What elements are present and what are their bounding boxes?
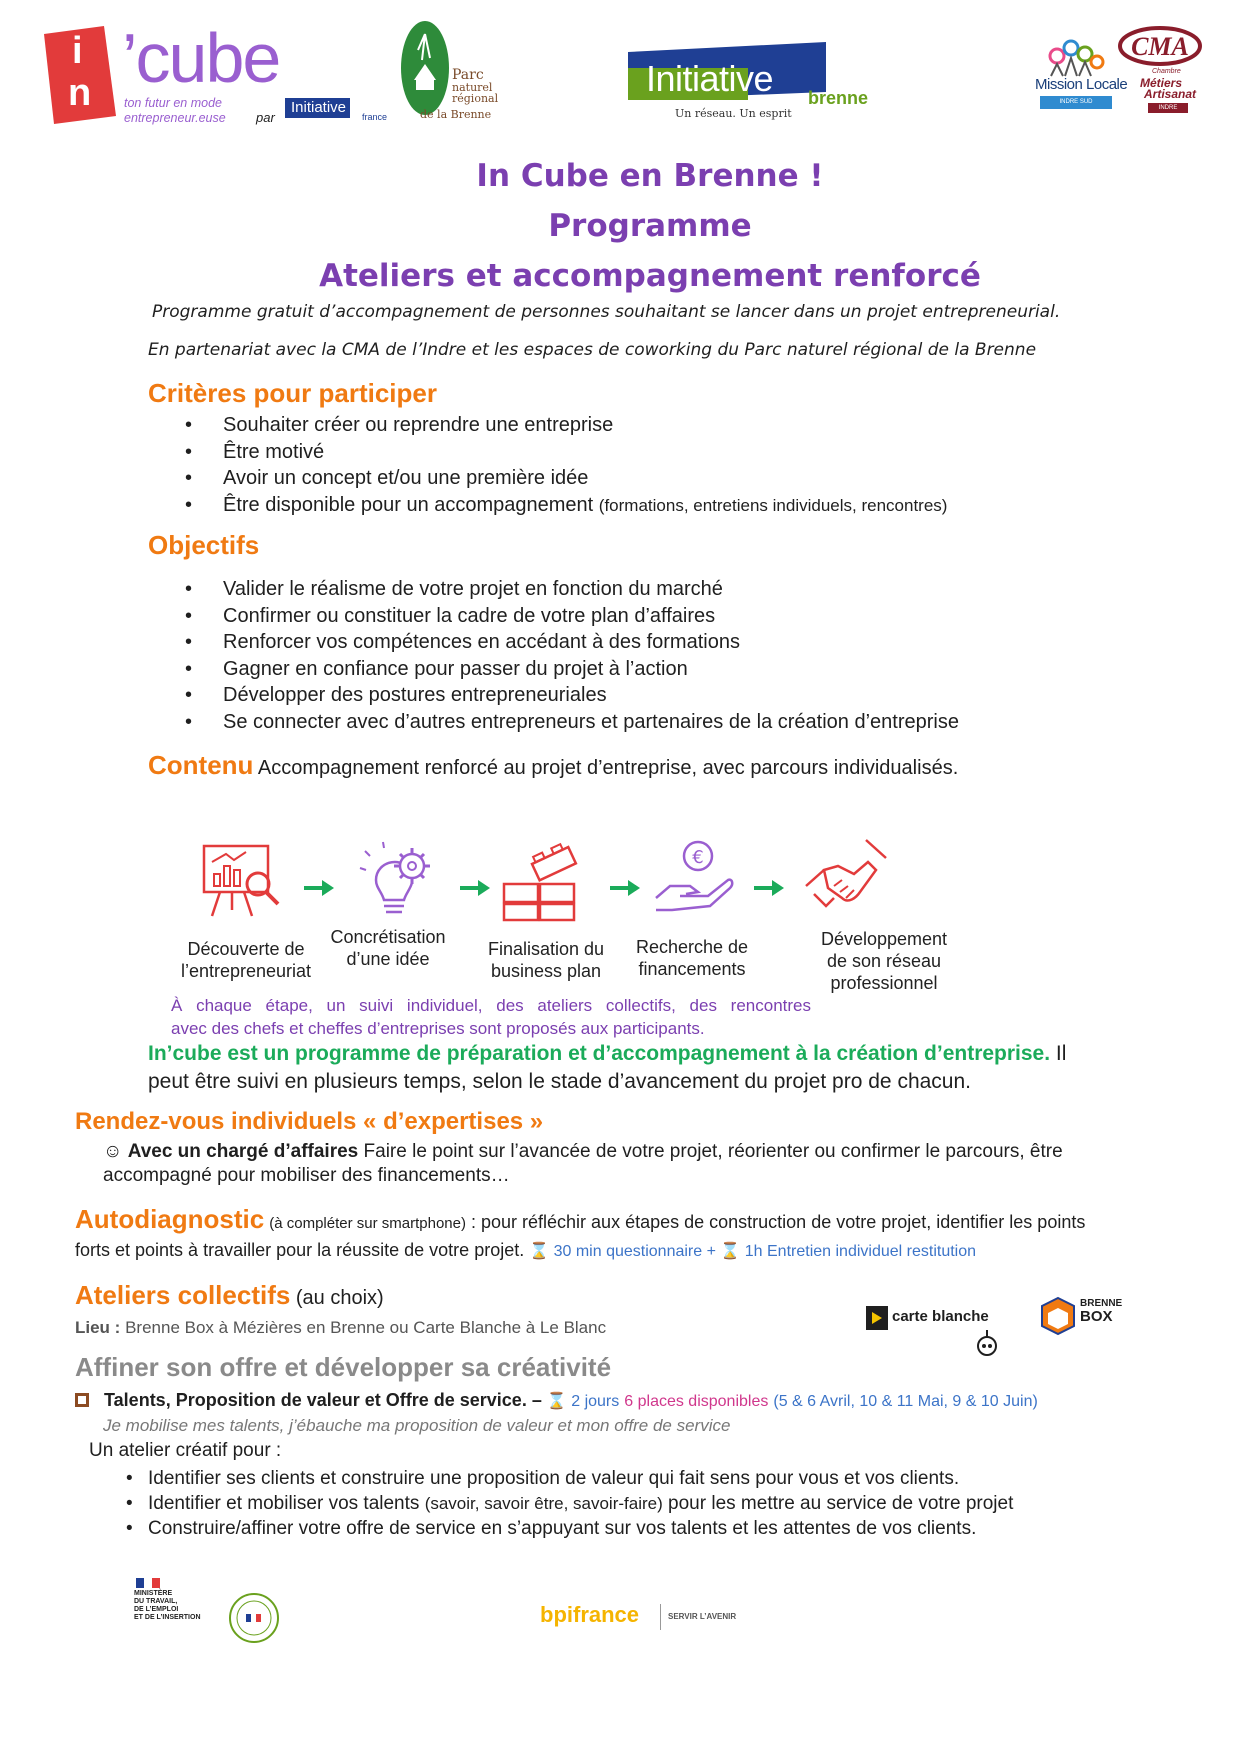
list-item: • Confirmer ou constituer la cadre de votre plan d’affaires bbox=[185, 603, 1185, 630]
robot-icon bbox=[976, 1328, 998, 1358]
list-item: • Souhaiter créer ou reprendre une entreprise bbox=[185, 412, 1085, 439]
contenu-heading: Contenu bbox=[148, 750, 254, 780]
step-label-5: Développement de son réseau professionnel bbox=[820, 929, 948, 993]
par-label: par bbox=[256, 110, 275, 125]
affiner-heading: Affiner son offre et développer sa créativité bbox=[75, 1352, 612, 1382]
affiner-list bbox=[126, 1466, 1186, 1541]
bricks-icon bbox=[500, 840, 584, 924]
list-item: • Identifier et mobiliser vos talents (savoir, savoir être, savoir-faire) pour les mettre au service de votre projet bbox=[126, 1491, 1186, 1516]
arrow-right-icon bbox=[302, 878, 336, 898]
checkbox-icon bbox=[75, 1393, 89, 1407]
autodiag-block: Autodiagnostic (à compléter sur smartphone) : pour réfléchir aux étapes de construction de votre projet, identifier les points forts et points à travailler pour la réussite de votre projet. ⌛ 30 min questionnaire + ⌛ 1h Entretien individuel restitution bbox=[75, 1204, 1086, 1260]
list-item: • Être motivé bbox=[185, 439, 1085, 466]
svg-text:€: € bbox=[692, 847, 704, 868]
box-icon bbox=[1040, 1296, 1076, 1336]
workshop-intro: Un atelier créatif pour : bbox=[89, 1440, 282, 1461]
list-item: • Identifier ses clients et construire une proposition de valeur qui fait sens pour vous et vos clients. bbox=[126, 1466, 1186, 1491]
hourglass-icon: ⌛ bbox=[529, 1243, 550, 1260]
workshop-dates: (5 & 6 Avril, 10 & 11 Mai, 9 & 10 Juin) bbox=[773, 1393, 1038, 1410]
workshop-subtitle: Je mobilise mes talents, j’ébauche ma proposition de valeur et mon offre de service bbox=[103, 1416, 731, 1435]
title-2: Programme bbox=[548, 208, 752, 244]
brenne-box-logo: BRENNE BOX bbox=[1040, 1294, 1150, 1344]
summary-bold: In’cube est un programme de préparation et d’accompagnement à la création d’entreprise. bbox=[148, 1042, 1051, 1065]
workshop-title: Talents, Proposition de valeur et Offre de service. – bbox=[104, 1390, 542, 1410]
film-icon bbox=[866, 1306, 888, 1330]
mission-locale-label: Mission Locale bbox=[1035, 76, 1128, 93]
parc-brenne-logo-icon bbox=[400, 20, 450, 116]
initiative-france-suffix: france bbox=[362, 112, 388, 122]
step-label-2: Concrétisation d’une idée bbox=[330, 927, 446, 969]
ateliers-heading: Ateliers collectifs bbox=[75, 1280, 291, 1310]
cma-artisanat: Artisanat bbox=[1144, 87, 1197, 101]
step-label-3: Finalisation du business plan bbox=[487, 939, 605, 981]
carte-blanche-logo: carte blanche bbox=[866, 1306, 996, 1356]
ministere-logo: MINISTÈRE DU TRAVAIL, DE L’EMPLOI ET DE L’INSERTION bbox=[134, 1578, 234, 1648]
list-item: • Valider le réalisme de votre projet en fonction du marché bbox=[185, 576, 1185, 603]
objectifs-list bbox=[185, 576, 1185, 735]
arrow-right-icon bbox=[608, 878, 642, 898]
hourglass-icon: ⌛ bbox=[720, 1243, 741, 1260]
list-item: • Être disponible pour un accompagnement (formations, entretiens individuels, rencontres) bbox=[185, 492, 1085, 520]
ateliers-choice: (au choix) bbox=[295, 1287, 384, 1309]
hand-coin-icon bbox=[652, 836, 736, 920]
list-item: • Se connecter avec d’autres entrepreneurs et partenaires de la création d’entreprise bbox=[185, 709, 1185, 736]
france-relance-seal-icon bbox=[228, 1592, 280, 1644]
incube-letter-n: n bbox=[68, 72, 92, 114]
list-item: • Renforcer vos compétences en accédant à des formations bbox=[185, 629, 1185, 656]
autodiag-heading: Autodiagnostic bbox=[75, 1204, 265, 1234]
incube-word: ’cube bbox=[122, 19, 280, 97]
list-item: • Développer des postures entrepreneuriales bbox=[185, 682, 1185, 709]
criteres-heading: Critères pour participer bbox=[148, 378, 437, 408]
presentation-chart-icon bbox=[200, 840, 284, 924]
incube-tagline: ton futur en mode entrepreneur.euse bbox=[124, 96, 226, 125]
mission-locale-bar: INDRE SUD bbox=[1040, 96, 1112, 109]
cma-metiers: Métiers bbox=[1140, 76, 1183, 90]
summary-paragraph bbox=[148, 1040, 1148, 1096]
lightbulb-gear-icon bbox=[356, 840, 440, 924]
criteres-item4-small: (formations, entretiens individuels, rencontres) bbox=[598, 495, 948, 515]
smiley-icon: ☺ bbox=[103, 1141, 123, 1162]
hourglass-icon: ⌛ bbox=[546, 1393, 567, 1410]
rdv-bold: Avec un chargé d’affaires bbox=[127, 1141, 359, 1162]
initiative-france-logo: Initiative bbox=[285, 98, 350, 118]
incube-letter-i: i bbox=[72, 30, 83, 72]
rdv-heading: Rendez-vous individuels « d’expertises » bbox=[75, 1108, 544, 1135]
handshake-icon bbox=[804, 836, 888, 920]
ateliers-heading-line bbox=[75, 1280, 384, 1311]
cma-bar: INDRE bbox=[1148, 103, 1188, 113]
mission-locale-people-icon bbox=[1045, 38, 1105, 78]
cma-letters: CMA bbox=[1131, 32, 1189, 61]
title-1: In Cube en Brenne ! bbox=[476, 158, 824, 194]
autodiag-duration: ⌛ 30 min questionnaire + ⌛ 1h Entretien individuel restitution bbox=[529, 1243, 977, 1260]
autodiag-small: (à compléter sur smartphone) bbox=[269, 1215, 466, 1232]
step-label-1: Découverte de l’entrepreneuriat bbox=[180, 939, 312, 981]
process-note: À chaque étape, un suivi individuel, des ateliers collectifs, des rencontres avec des chefs et cheffes d’entreprises sont proposés aux participants. bbox=[171, 996, 811, 1038]
parc-name: de la Brenne bbox=[420, 108, 492, 121]
rdv-text: ☺ Avec un chargé d’affaires Faire le point sur l’avancée de votre projet, réorienter ou confirmer le parcours, être accompagné pour mobiliser des financements… bbox=[103, 1141, 1063, 1186]
objectifs-heading: Objectifs bbox=[148, 530, 260, 560]
contenu-line bbox=[148, 750, 958, 781]
initiative-brenne-tagline: Un réseau. Un esprit bbox=[675, 107, 792, 120]
bpifrance-logo: bpifrance SERVIR L’AVENIR bbox=[540, 1600, 770, 1634]
initiative-brenne-suffix: brenne bbox=[808, 88, 869, 108]
list-item: • Gagner en confiance pour passer du projet à l’action bbox=[185, 656, 1185, 683]
ateliers-lieu: Lieu : Brenne Box à Mézières en Brenne ou Carte Blanche à Le Blanc bbox=[75, 1318, 607, 1337]
list-item: • Avoir un concept et/ou une première idée bbox=[185, 465, 1085, 492]
partnership-text: En partenariat avec la CMA de l’Indre et les espaces de coworking du Parc naturel régional de la Brenne bbox=[148, 340, 1037, 360]
step-label-4: Recherche de financements bbox=[635, 937, 749, 979]
french-flag-icon bbox=[136, 1578, 160, 1588]
arrow-right-icon bbox=[752, 878, 786, 898]
arrow-right-icon bbox=[458, 878, 492, 898]
cma-chambre: Chambre bbox=[1152, 68, 1181, 75]
summary-rest-2: peut être suivi en plusieurs temps, selon le stade d’avancement du projet pro de chacun. bbox=[148, 1070, 971, 1093]
cma-logo-icon bbox=[1118, 26, 1202, 66]
initiative-brenne-word: Initiative bbox=[646, 58, 774, 99]
intro-text: Programme gratuit d’accompagnement de personnes souhaitant se lancer dans un projet entrepreneurial. bbox=[152, 302, 1061, 322]
criteres-list bbox=[185, 412, 1085, 519]
workshop-line bbox=[75, 1390, 1175, 1411]
workshop-days: 2 jours bbox=[571, 1393, 620, 1410]
parc-text: Parc naturel régional bbox=[452, 67, 499, 105]
france-relance-logo bbox=[228, 1592, 280, 1644]
workshop-places: 6 places disponibles bbox=[624, 1393, 769, 1410]
summary-rest-1: Il bbox=[1055, 1042, 1067, 1065]
title-3: Ateliers et accompagnement renforcé bbox=[319, 258, 981, 294]
contenu-text: Accompagnement renforcé au projet d’entreprise, avec parcours individualisés. bbox=[257, 757, 959, 779]
list-item: • Construire/affiner votre offre de service en s’appuyant sur vos talents et les attentes de vos clients. bbox=[126, 1516, 1186, 1541]
